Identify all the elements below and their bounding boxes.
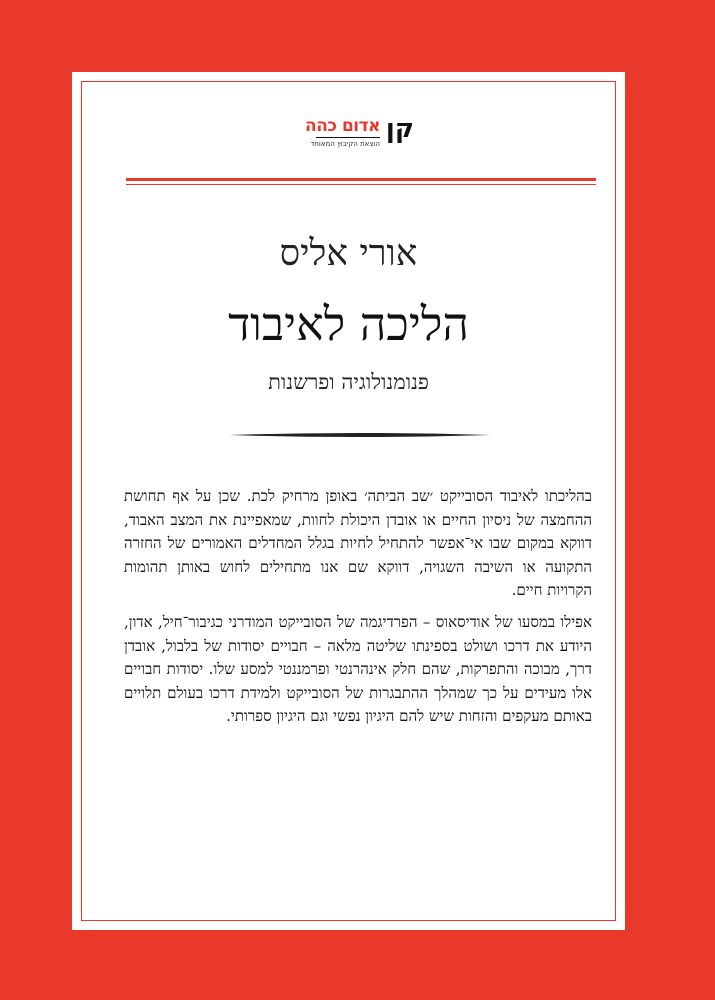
blurb-paragraph-2: אפילו במסעו של אודיסאוס – הפרדיגמה של הסובייקט המודרני כגיבור־חיל, אדון, היודע את דרכו ושולט בספינתו שליטה מלאה – חבויים יסודות של בלבול, אובדן דרך, מבוכה והתפרקות, שהם חלק אינהרנטי ופרמננטי למסע שלו. יסודות חבויים אלו מעידים על כך שמהלך ההתבגרות של הסובייקט ולמידת דרכו בעולם תלויים באותם מעקפים והזחות שיש להם היגיון נפשי וגם היגיון ספרותי. — [124, 612, 592, 726]
header-rule-thin — [126, 184, 596, 185]
divider-ornament — [229, 432, 491, 438]
logo-kan-text: קן — [385, 114, 414, 144]
header-rule-thick — [126, 178, 596, 181]
blurb-text — [124, 485, 592, 737]
author-name: אורי אליס — [279, 233, 418, 274]
blurb-paragraph-1: בהליכתו לאיבוד הסובייקט ׳שב הביתה׳ באופן מרחיק לכת. שכן על אף תחושת ההחמצה של ניסיון החיים או אובדן היכולת לחוות, שמאפיינת את המצב האבוד, דווקא במקום שבו אי־אפשר להתחיל לחיות בגלל המחדלים האמורים של החזרה התקועה או השיבה השגויה, דווקא שם אנו מתחילים לחוש באותן תהומות הקרויות חיים. — [124, 487, 592, 600]
publisher-logo — [304, 114, 414, 154]
book-subtitle: פנומנולוגיה ופרשנות — [268, 370, 429, 394]
book-cover-page — [72, 72, 625, 930]
logo-adom-kaheh-text: אדום כהה — [305, 116, 380, 136]
logo-imprint-text: הוצאת הקיבוץ המאוחד — [310, 140, 380, 148]
book-title: הליכה לאיבוד — [228, 297, 469, 351]
logo-underline — [316, 137, 380, 138]
